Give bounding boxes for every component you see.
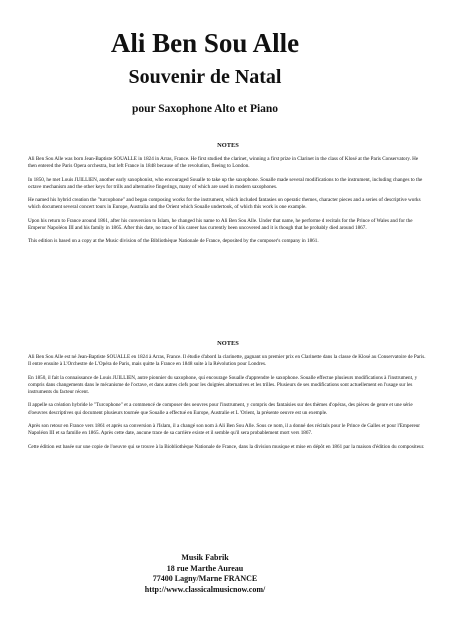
notes-french-heading: NOTES — [217, 340, 239, 347]
notes-english-paragraph: Ali Ben Sou Alle was born Jean-Baptiste SOUALLE in 1824 in Arras, France. He first studied the clarinet, winning a first prize in Clarinet in the class of Klosé at the Paris Conservatory. He then entered the Paris Opera orchestra, but left France in 1848 because of the revolution, fleeing to London. — [28, 156, 419, 170]
notes-french-paragraph: En 1850, il fait la connaissance de Louis JUILLIEN, autre pionnier du saxophone, qui encourage Soualle d'apprendre le saxophone. Soualle effectue plusieurs modifications à l'instrument, y compris dans changements dans le mécanisme de l'octave, et dans autres clefs pour les doigtées alternatives et les trilles. Plusieurs de ses modifications sont actuellement en l'usage sur les instruments du facteur récent. — [28, 374, 418, 395]
publisher-address — [0, 553, 410, 595]
notes-french-paragraph: Cette édition est basée sur une copie de l'oeuvre qui se trouve à la Biobliothèque Nationale de France, dans la division musique et mise en dépôt en 1861 par la maison d'édition du compositeur. — [28, 443, 425, 450]
notes-french-paragraph: Après son retour en France vers 1861 et après sa conversion à l'Islam, il a changé son nom à Ali Ben Sou Alle. Sous ce nom, il a donné des récitals pour le Prince de Galles et pour l'Empereur Napoléon III et sa famille en 1865. Après cette date, aucune trace de sa carrière existe et il semble qu'il sera probablement mort vers 1867. — [28, 422, 421, 437]
publisher-name: Musik Fabrik — [181, 553, 229, 562]
publisher-street: 18 rue Marthe Aureau — [166, 563, 244, 573]
notes-french — [28, 340, 428, 457]
notes-english — [28, 142, 428, 252]
notes-english-paragraph: This edition is based on a copy at the Music division of the Bibliothèque Nationale de France, deposited by the composer's company in 1861. — [28, 238, 319, 245]
notes-english-paragraph: He named his hybrid creation the "turcophone" and began composing works for the instrument, which included fantasies on operatic themes, character pieces and a series of descriptive works which document several concert tours in Europe, Australia and the Orient which Soualle undertook, of which this work is one example. — [28, 197, 421, 211]
publisher-city: 77400 Lagny/Marne FRANCE — [152, 574, 258, 584]
work-title: Souvenir de Natal — [128, 66, 282, 88]
instrumentation: pour Saxophone Alto et Piano — [131, 103, 279, 115]
notes-english-paragraph: In 1850, he met Louis JUILLIEN, another early saxophonist, who encouraged Soualle to take up the saxophone. Soualle made several modifications to the instrument, including changes to the octave mechanism and the other keys for trills and alternative fingerings, many of which are used in modern saxophones. — [28, 176, 423, 190]
composer-title: Ali Ben Sou Alle — [110, 28, 300, 58]
publisher-website-link[interactable]: http://www.classicalmusicnow.com/ — [144, 584, 266, 594]
notes-french-paragraph: Il appelle sa création hybride le "Turcophone" et a commencé de composer des oeuvres pour l'instrument, y compris des fantaisies sur des thèmes d'opéras, des pièces de genre et une série d'oeuvres descriptives qui document plusieurs tournée que Soualle a effectué en Europe, Australie et L 'Orient, la présente oeuvre est un exemple. — [28, 402, 413, 416]
notes-english-paragraph: Upon his return to France around 1861, after his conversion to Islam, he changed his name to Ali Ben Sou Alle. Under that name, he performe d recitals for the Prince of Wales and for the Emperor Napoléon III and his family in 1865. After this date, no trace of his career has currently been uncovered and it is though that he probably died around 1867. — [28, 217, 413, 231]
notes-english-heading: NOTES — [217, 142, 239, 149]
notes-french-paragraph: Ali Ben Sou Alle est né Jean-Baptiste SOUALLE en 1824 à Arras, France. Il étudie d'abord la clarinette, gagnant un premier prix en Clarinette dans la classe de Klosé au Conservatoire de Paris. Il entre ensuite à L'Orchestre de L'Opéra de Paris, mais quitte la France en 1848 suite à la Révolution pour Londres. — [28, 354, 426, 368]
